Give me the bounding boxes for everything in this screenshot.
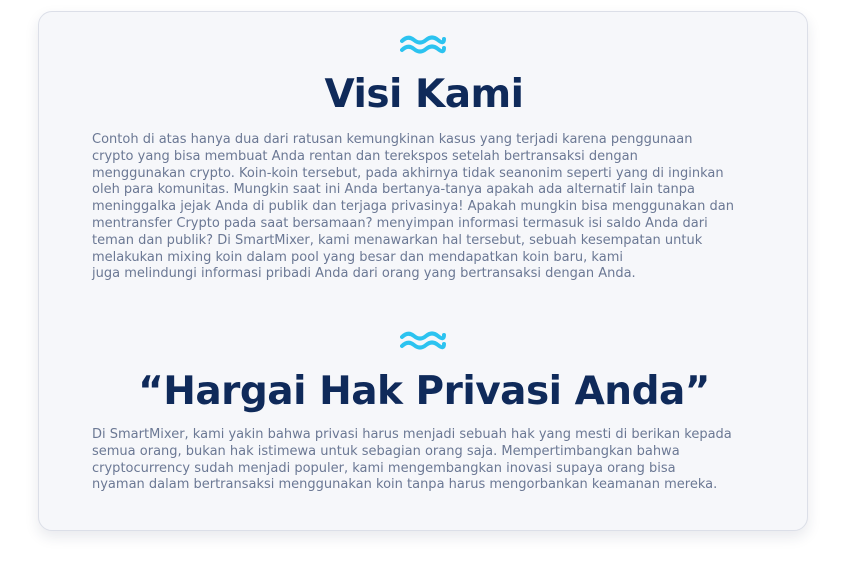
section-body-privasi: Di SmartMixer, kami yakin bahwa privasi harus menjadi sebuah hak yang mesti di berikan kepada semua orang, bukan hak istimewa untuk sebagian orang saja. Mempertimbangkan bahwa cryptocurrency sudah menjadi populer, kami mengembangkan inovasi supaya orang bisa nyaman dalam bertransaksi menggunakan koin tanpa harus mengorbankan keamanan mereka. xyxy=(92,427,732,493)
wave-icon xyxy=(400,34,446,56)
wave-icon xyxy=(400,330,446,352)
content-card xyxy=(38,11,808,531)
section-title-visi: Visi Kami xyxy=(324,72,524,117)
section-title-privasi: “Hargai Hak Privasi Anda” xyxy=(138,369,710,414)
section-body-visi: Contoh di atas hanya dua dari ratusan kemungkinan kasus yang terjadi karena penggunaan crypto yang bisa membuat Anda rentan dan terekspos setelah bertransaksi dengan menggunakan crypto. Koin-koin tersebut, pada akhirnya tidak seanonim seperti yang di inginkan oleh para komunitas. Mungkin saat ini Anda bertanya-tanya apakah ada alternatif lain tanpa meninggalka jejak Anda di publik dan terjaga privasinya! Apakah mungkin bisa menggunakan dan mentransfer Crypto pada saat bersamaan? menyimpan informasi termasuk isi saldo Anda dari teman dan publik? Di SmartMixer, kami menawarkan hal tersebut, sebuah kesempatan untuk melakukan mixing koin dalam pool yang besar dan mendapatkan koin baru, kami juga melindungi informasi pribadi Anda dari orang yang bertransaksi dengan Anda. xyxy=(92,132,734,282)
